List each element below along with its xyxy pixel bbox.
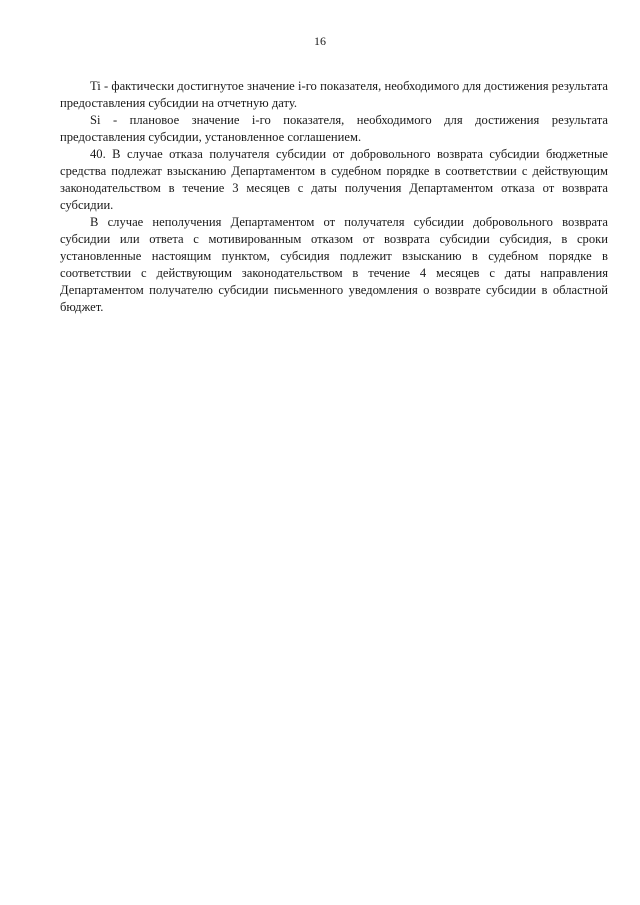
paragraph-non-receipt: В случае неполучения Департаментом от получателя субсидии добровольного возврата субсидии или ответа с мотивированным отказом от возврата субсидии субсидия, в сроки установленные настоящим пунктом, субсидия подлежит взысканию в судебном порядке в соответствии с действующим законодательством в течение 4 месяцев с даты направления Департаментом получателю субсидии письменного уведомления о возврате субсидии в областной бюджет.	[60, 215, 608, 314]
paragraph-si-definition: Si - плановое значение i-го показателя, необходимого для достижения результата предоставления субсидии, установленное соглашением.	[60, 113, 608, 144]
page-number: 16	[314, 34, 326, 48]
paragraph-clause-40: 40. В случае отказа получателя субсидии от добровольного возврата субсидии бюджетные средства подлежат взысканию Департаментом в судебном порядке в соответствии с действующим законодательством в течение 3 месяцев с даты получения Департаментом отказа от возврата субсидии.	[60, 147, 608, 212]
document-body	[60, 78, 608, 316]
paragraph-ti-definition: Ti - фактически достигнутое значение i-го показателя, необходимого для достижения результата предоставления субсидии на отчетную дату.	[60, 79, 608, 110]
